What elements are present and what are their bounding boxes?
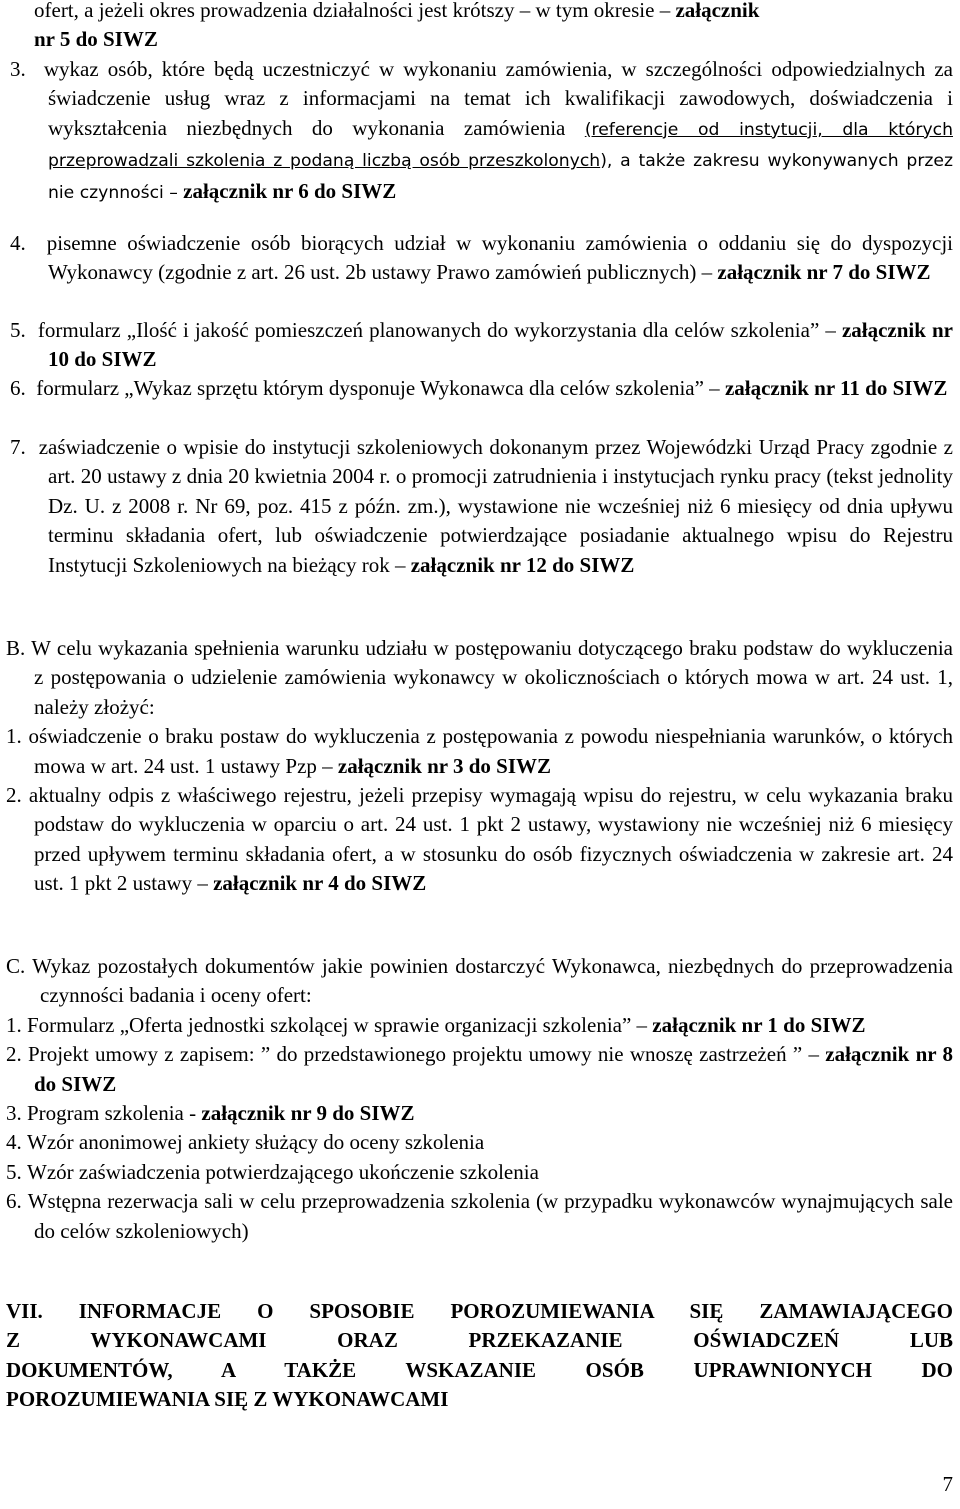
section-b-item-1 <box>6 722 953 781</box>
item-3-number: 3. <box>10 57 26 81</box>
list-item-4 <box>6 229 953 288</box>
item-2-continuation <box>6 0 953 55</box>
item-7-number: 7. <box>10 435 26 459</box>
section-c-intro: C. Wykaz pozostałych dokumentów jakie powinien dostarczyć Wykonawca, niezbędnych do przeprowadzenia czynności badania i oceny ofert: <box>6 954 953 1008</box>
item-4-number: 4. <box>10 231 26 255</box>
section-c-item-5-number: 5. <box>6 1159 22 1184</box>
heading-line-4: POROZUMIEWANIA SIĘ Z WYKONAWCAMI <box>6 1387 449 1412</box>
section-c-item-6 <box>6 1187 953 1246</box>
section-c-item-5-text: Wzór zaświadczenia potwierdzającego ukończenie szkolenia <box>27 1159 539 1184</box>
section-b-item-1-number: 1. <box>6 724 22 749</box>
section-b-intro: B. W celu wykazania spełnienia warunku udziału w postępowaniu dotyczącego braku podstaw do wykluczenia z postępowania o udzielenie zamówienia wykonawcy w okolicznościach o których mowa w art. 24 ust. 1, należy złożyć: <box>6 636 953 719</box>
item-3-attachment: załącznik nr 6 do SIWZ <box>183 178 397 203</box>
item-3-text: wykaz osób, które będą uczestniczyć w wykonaniu zamówienia, w szczególności odpowiedzialnych za świadczenie usług wraz z informacjami na temat ich kwalifikacji zawodowych, doświadczenia i wykształcenia niezbędnych do wykonania zamówienia <box>43 57 953 140</box>
section-b-item-2 <box>6 781 953 899</box>
section-b-item-2-number: 2. <box>6 783 22 808</box>
section-c-item-3-attachment: załącznik nr 9 do SIWZ <box>201 1101 415 1126</box>
item-4-text: pisemne oświadczenie osób biorących udział w wykonaniu zamówienia o oddaniu się do dyspozycji Wykonawcy (zgodnie z art. 26 ust. 2b ustawy Prawo zamówień publicznych) – <box>46 231 953 285</box>
heading-line-3: DOKUMENTÓW, A TAKŻE WSKAZANIE OSÓB UPRAWNIONYCH DO <box>6 1357 953 1382</box>
section-c-item-6-number: 6. <box>6 1189 22 1214</box>
section-c-item-4-text: Wzór anonimowej ankiety służący do oceny szkolenia <box>27 1130 485 1155</box>
section-b-item-1-attachment: załącznik nr 3 do SIWZ <box>337 753 552 778</box>
item-5-number: 5. <box>10 318 26 342</box>
section-c <box>6 952 953 1246</box>
item-5-text: formularz „Ilość i jakość pomieszczeń planowanych do wykorzystania dla celów szkolenia” – <box>37 318 836 342</box>
item-7-attachment: załącznik nr 12 do SIWZ <box>410 552 635 577</box>
item-6-text: formularz „Wykaz sprzętu którym dysponuje Wykonawca dla celów szkolenia” – <box>36 376 720 400</box>
list-item-3 <box>6 55 953 208</box>
item-6-attachment: załącznik nr 11 do SIWZ <box>724 376 948 400</box>
section-b-item-2-text: aktualny odpis z właściwego rejestru, jeżeli przepisy wymagają wpisu do rejestru, w celu wykazania braku podstaw do wykluczenia w oparciu o art. 24 ust. 1 pkt 2 ustawy, wystawiony nie wcześniej niż 6 miesięcy przed upływem terminu składania ofert, a w stosunku do osób fizycznych oświadczenia w zakresie art. 24 ust. 1 pkt 2 ustawy – <box>28 783 954 896</box>
list-item-6 <box>6 374 953 403</box>
section-b-item-1-text: oświadczenie o braku postaw do wykluczenia z postępowania z powodu niespełniania warunków, o których mowa w art. 24 ust. 1 ustawy Pzp – <box>28 724 954 778</box>
section-c-item-2 <box>6 1040 953 1099</box>
section-c-item-1-number: 1. <box>6 1012 22 1037</box>
section-c-item-4 <box>6 1128 953 1157</box>
item-2-attachment: załącznik <box>675 0 760 22</box>
section-c-item-1-attachment: załącznik nr 1 do SIWZ <box>652 1012 866 1037</box>
section-vii-heading <box>6 1297 953 1415</box>
heading-line-1: VII. INFORMACJE O SPOSOBIE POROZUMIEWANIA SIĘ ZAMAWIAJĄCEGO <box>6 1299 953 1323</box>
item-2-attachment-cont: nr 5 do SIWZ <box>34 27 158 52</box>
item-6-number: 6. <box>10 376 26 400</box>
section-c-item-1-text: Formularz „Oferta jednostki szkolącej w sprawie organizacji szkolenia” – <box>27 1012 648 1037</box>
section-c-item-5 <box>6 1158 953 1187</box>
section-c-item-2-number: 2. <box>6 1042 22 1067</box>
section-b <box>6 634 953 899</box>
section-c-item-6-text: Wstępna rezerwacja sali w celu przeprowadzenia szkolenia (w przypadku wykonawców wynajmujących sale do celów szkoleniowych) <box>27 1189 953 1243</box>
section-c-item-2-text: Projekt umowy z zapisem: ” do przedstawionego projektu umowy nie wnoszę zastrzeżeń ” – <box>28 1042 819 1067</box>
page-number: 7 <box>942 1472 953 1496</box>
item-4-attachment: załącznik nr 7 do SIWZ <box>717 260 931 285</box>
list-item-7 <box>6 433 953 580</box>
section-c-item-3-number: 3. <box>6 1101 22 1126</box>
section-c-item-2-attachment: załącznik nr 8 do SIWZ <box>34 1042 953 1096</box>
section-c-item-3 <box>6 1099 953 1128</box>
section-c-item-4-number: 4. <box>6 1130 22 1155</box>
item-3-references: (referencje od instytucji, dla których przeprowadzali szkolenia z podaną liczbą osób przeszkolonych <box>48 119 953 172</box>
item-5-attachment: załącznik nr 10 do SIWZ <box>48 318 953 372</box>
item-7-text: zaświadczenie o wpisie do instytucji szkoleniowych dokonanym przez Wojewódzki Urząd Pracy zgodnie z art. 20 ustawy z dnia 20 kwietnia 2004 r. o promocji zatrudnienia i instytucjach rynku pracy (tekst jednolity Dz. U. z 2008 r. Nr 69, poz. 415 z późn. zm.), wystawione nie wcześniej niż 6 miesięcy od dnia upływu terminu składania ofert, lub oświadczenie potwierdzające posiadanie aktualnego wpisu do Rejestru Instytucji Szkoleniowych na bieżący rok – <box>38 435 953 577</box>
section-c-item-1 <box>6 1011 953 1040</box>
item-3-scope: ), a także zakresu wykonywanych przez nie czynności – <box>48 151 954 203</box>
heading-line-2: Z WYKONAWCAMI ORAZ PRZEKAZANIE OŚWIADCZEŃ LUB <box>6 1328 953 1353</box>
list-item-5 <box>6 316 953 375</box>
section-b-item-2-attachment: załącznik nr 4 do SIWZ <box>213 871 427 896</box>
section-c-item-3-text: Program szkolenia - <box>27 1101 197 1126</box>
item-2-text: ofert, a jeżeli okres prowadzenia działalności jest krótszy – w tym okresie – <box>34 0 671 22</box>
